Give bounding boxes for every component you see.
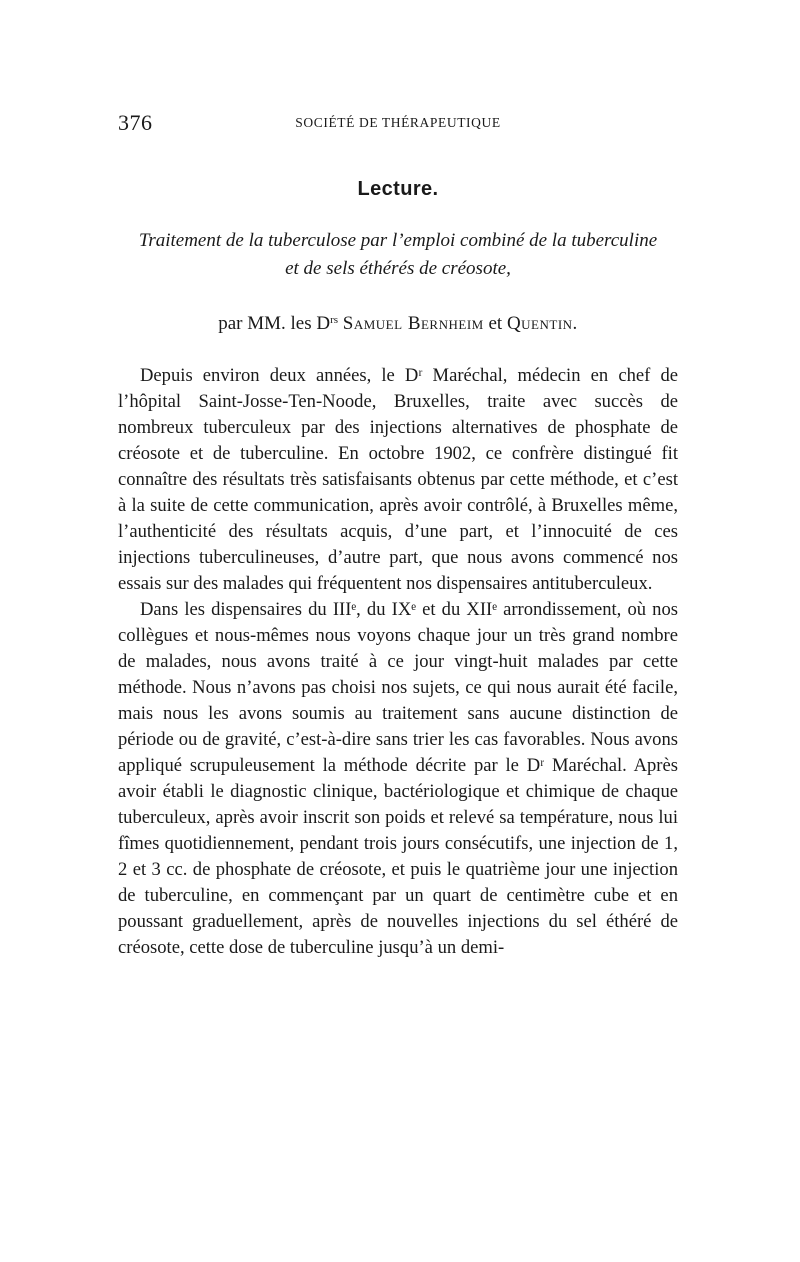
section-title: Lecture. [357, 178, 439, 200]
book-page [118, 110, 678, 961]
running-header [118, 110, 678, 138]
article-body [118, 363, 678, 961]
journal-title: SOCIÉTÉ DE THÉRAPEUTIQUE [295, 115, 501, 130]
article-title-line-1: Traitement de la tuberculose par l’emploi combiné de la tuberculine [138, 230, 658, 251]
paragraph-1: Depuis environ deux années, le Dʳ Maréchal, médecin en chef de l’hôpital Saint-Josse-Ten-Noode, Bruxelles, traite avec succès de nombreux tuberculeux par des injections alternatives de phosphate de créosote et de tuberculine. En octobre 1902, ce confrère distingué fit connaître des résultats très satisfaisants obtenus par cette méthode, et c’est à la suite de cette communication, après avoir contrôlé, à Bruxelles même, l’authenticité des résultats acquis, d’une part, et l’innocuité de ces injections tuberculineuses, d’autre part, que nous avons commencé nos essais sur des malades qui fréquentent nos dispensaires antituberculeux. [118, 365, 678, 594]
page-number: 376 [118, 110, 153, 135]
paragraph-2: Dans les dispensaires du IIIᵉ, du IXᵉ et du XIIᵉ arrondissement, où nos collègues et nous-mêmes nous voyons chaque jour un très grand nombre de malades, nous avons traité à ce jour vingt-huit malades par cette méthode. Nous n’avons pas choisi nos sujets, ce qui nous aurait été facile, mais nous les avons soumis au traitement sans aucune distinction de période ou de gravité, c’est-à-dire sans trier les cas favorables. Nous avons appliqué scrupuleusement la méthode décrite par le Dʳ Maréchal. Après avoir établi le diagnostic clinique, bactériologique et chimique de chaque tuberculeux, après avoir inscrit son poids et relevé sa température, nous lui fîmes quotidiennement, pendant trois jours consécutifs, une injection de 1, 2 et 3 cc. de phosphate de créosote, et puis le quatrième jour une injection de tuberculine, en commençant par un quart de centimètre cube et en poussant graduellement, après de nouvelles injections du sel éthéré de créosote, cette dose de tuberculine jusqu’à un demi- [118, 599, 678, 958]
article-title-line-2: et de sels éthérés de créosote, [285, 258, 511, 279]
authors-prefix: par MM. les D [218, 313, 331, 334]
article-title [118, 227, 678, 283]
author-2: Quentin. [506, 313, 578, 334]
author-1: Samuel Bernheim [342, 313, 484, 334]
authors-line [118, 307, 678, 337]
authors-conjunction: et [488, 313, 503, 334]
authors-superscript: rs [330, 314, 339, 326]
